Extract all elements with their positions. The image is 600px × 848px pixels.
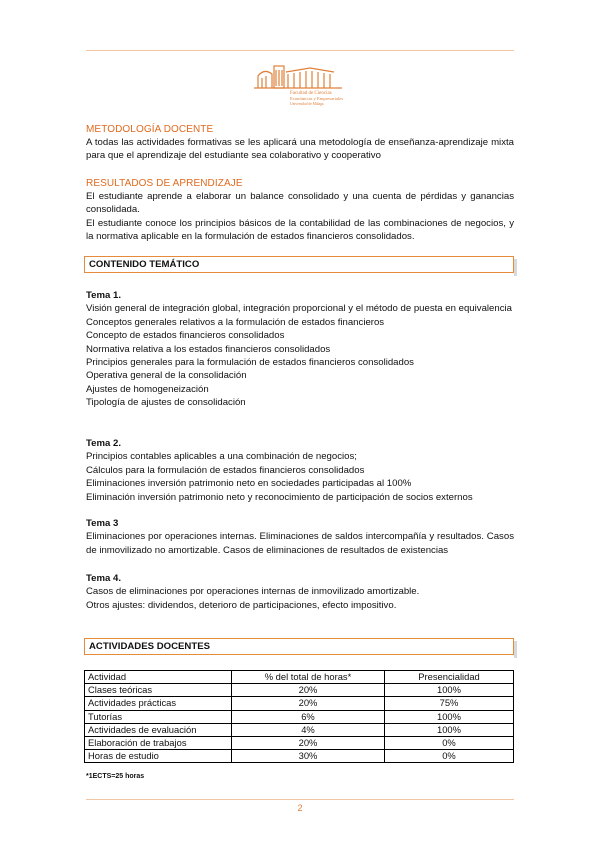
tema-4 [86, 572, 514, 612]
tema-line: Conceptos generales relativos a la formulación de estados financieros [86, 316, 385, 328]
tema-line: Tipología de ajustes de consolidación [86, 397, 246, 409]
tema-line: Principios contables aplicables a una combinación de negocios; [86, 451, 357, 463]
table-cell: Actividades de evaluación [85, 723, 232, 736]
tema-line: Operativa general de la consolidación [86, 370, 247, 382]
page-number: 2 [297, 803, 303, 813]
tema-line: Ajustes de homogeneización [86, 383, 209, 395]
table-row [85, 723, 514, 736]
table-cell: Tutorías [85, 710, 232, 723]
table-row [85, 710, 514, 723]
actividades-heading: ACTIVIDADES DOCENTES [89, 641, 210, 652]
table-header-row [85, 671, 514, 684]
table-cell: 4% [232, 723, 385, 736]
column-header: Actividad [85, 671, 232, 684]
resultados-paragraph: El estudiante aprende a elaborar un balance consolidado y una cuenta de pérdidas y ganancias consolidada. [86, 191, 514, 216]
table-cell: 20% [232, 684, 385, 697]
table-cell: 0% [385, 736, 514, 749]
table-cell: Horas de estudio [85, 750, 232, 763]
tema-title: Tema 1. [86, 290, 122, 301]
tema-line: Eliminaciones por operaciones internas. Eliminaciones de saldos intercompañía y resultados. Casos de inmovilizado no amortizable. Casos de eliminaciones de resultados de existencias [86, 531, 514, 556]
resultados-heading: RESULTADOS DE APRENDIZAJE [86, 178, 243, 189]
column-header: Presencialidad [385, 671, 514, 684]
tema-line: Otros ajustes: dividendos, deterioro de participaciones, efecto impositivo. [86, 599, 397, 611]
resultados-text [86, 190, 514, 244]
actividades-heading-box [84, 638, 514, 655]
table-cell: 100% [385, 723, 514, 736]
table-row [85, 684, 514, 697]
tema-line: Cálculos para la formulación de estados financieros consolidados [86, 464, 365, 476]
tema-line: Concepto de estados financieros consolidados [86, 330, 285, 342]
table-cell: 100% [385, 684, 514, 697]
table-cell: 30% [232, 750, 385, 763]
table-row [85, 750, 514, 763]
column-header: % del total de horas* [232, 671, 385, 684]
tema-line: Casos de eliminaciones por operaciones internas de inmovilizado amortizable. [86, 586, 420, 598]
table-cell: 100% [385, 710, 514, 723]
tema-title: Tema 4. [86, 573, 122, 584]
table-cell: Actividades prácticas [85, 697, 232, 710]
table-footnote: *1ECTS=25 horas [86, 773, 145, 780]
building-icon [254, 66, 342, 88]
resultados-paragraph: El estudiante conoce los principios básicos de la contabilidad de las combinaciones de negocios, y la normativa aplicable en la formulación de estados financieros consolidados. [86, 217, 514, 243]
footer-rule [86, 799, 514, 800]
metodologia-paragraph: A todas las actividades formativas se les aplicará una metodología de enseñanza-aprendizaje mixta para que el aprendizaje del estudiante sea colaborativo y cooperativo [86, 137, 514, 162]
table-row [85, 736, 514, 749]
metodologia-text [86, 136, 514, 163]
table-row [85, 697, 514, 710]
tema-line: Normativa relativa a los estados financieros consolidados [86, 343, 331, 355]
table-cell: 20% [232, 736, 385, 749]
tema-title: Tema 3 [86, 518, 119, 529]
logo-line1: Facultad de Ciencias [290, 91, 332, 96]
logo-line2: Económicas y Empresariales [290, 96, 344, 101]
faculty-logo [250, 60, 350, 110]
contenido-heading: CONTENIDO TEMÁTICO [89, 259, 200, 270]
tema-line: Eliminación inversión patrimonio neto y reconocimiento de participación de socios externos [86, 491, 473, 503]
tema-line: Principios generales para la formulación de estados financieros consolidados [86, 357, 414, 369]
table-cell: Elaboración de trabajos [85, 736, 232, 749]
tema-2 [86, 437, 514, 504]
contenido-heading-box [84, 256, 514, 273]
header-rule [86, 50, 514, 51]
table-cell: 0% [385, 750, 514, 763]
tema-title: Tema 2. [86, 438, 122, 449]
table-cell: 6% [232, 710, 385, 723]
tema-line: Eliminaciones inversión patrimonio neto en sociedades participadas al 100% [86, 478, 412, 490]
tema-3 [86, 517, 514, 557]
tema-line: Visión general de integración global, integración proporcional y el método de puesta en equivalencia [86, 303, 512, 315]
table-cell: 20% [232, 697, 385, 710]
metodologia-heading: METODOLOGÍA DOCENTE [86, 124, 214, 135]
tema-1 [86, 289, 514, 410]
logo-line3: Universidad de Málaga [290, 102, 324, 106]
table-cell: 75% [385, 697, 514, 710]
actividades-table [84, 670, 514, 763]
table-cell: Clases teóricas [85, 684, 232, 697]
